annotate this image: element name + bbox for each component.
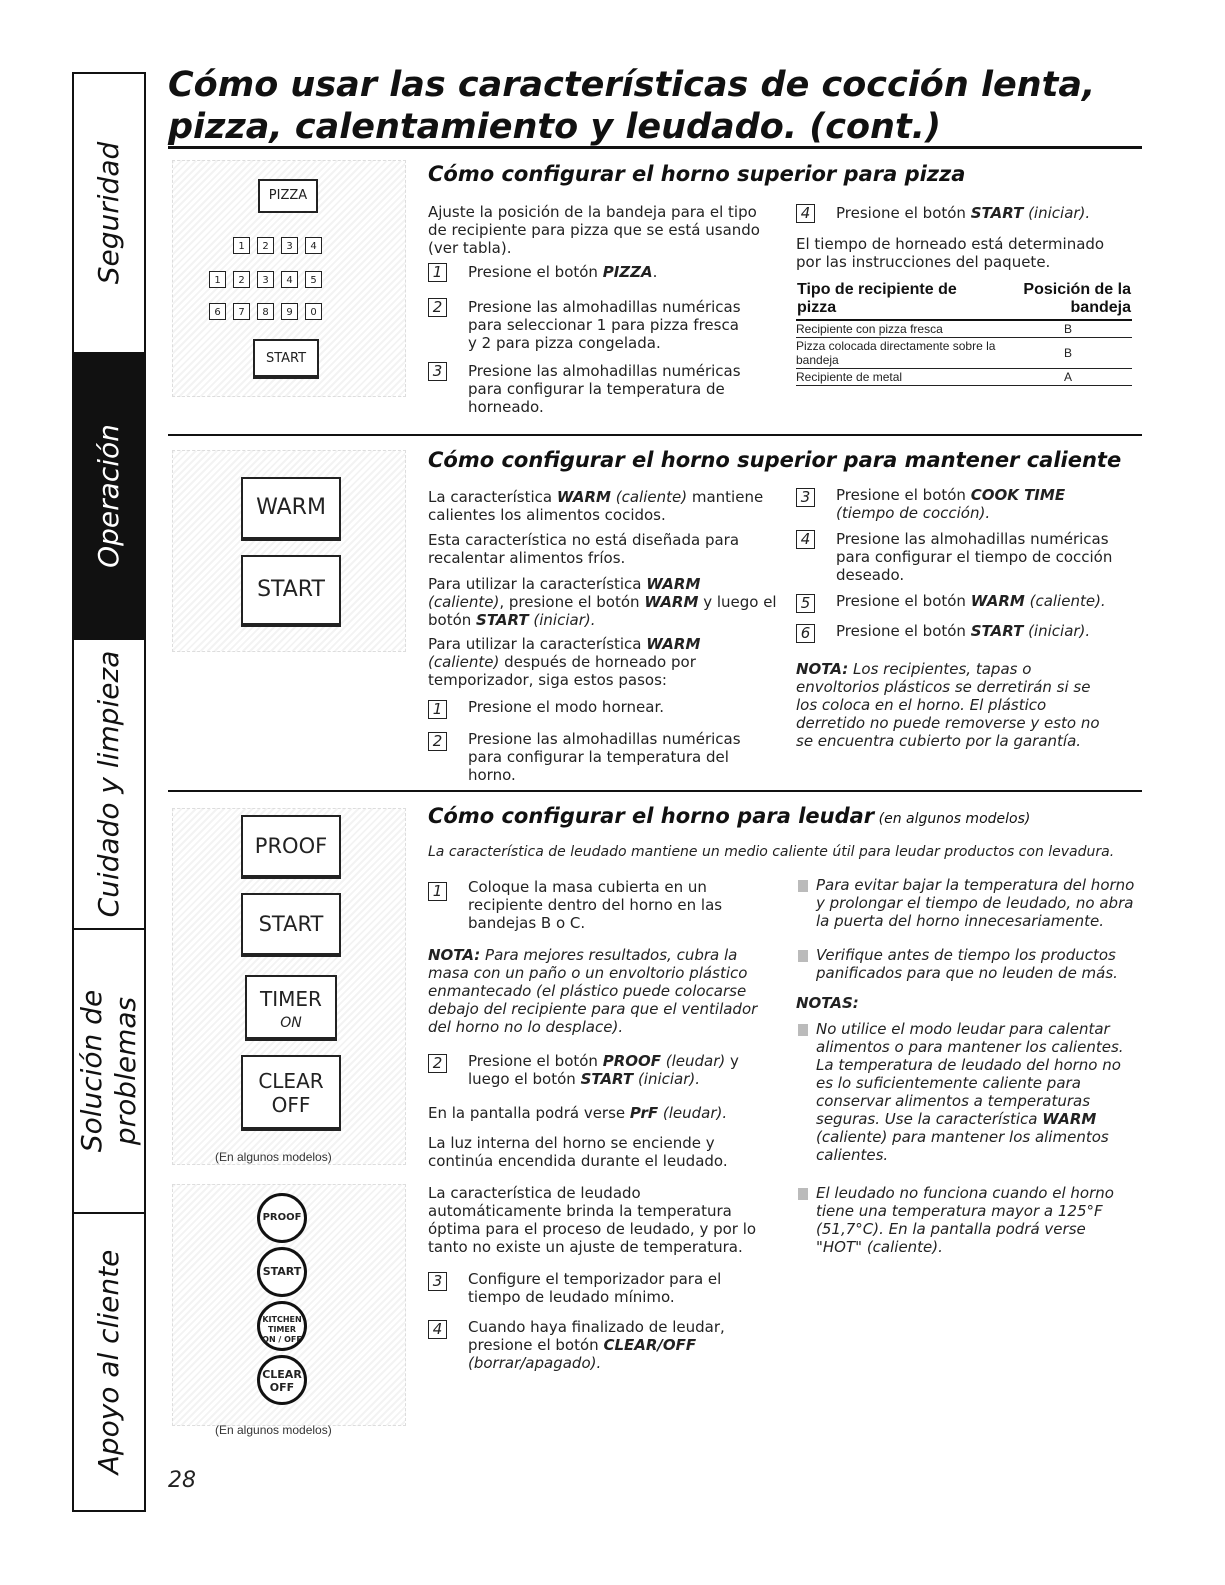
num-key: 8	[257, 303, 274, 320]
bullet-icon	[798, 1188, 808, 1200]
warm-key: WARM	[241, 477, 341, 541]
proof-subtitle: La característica de leudado mantiene un medio caliente útil para leudar productos con levadura.	[428, 844, 1115, 860]
tab-label: Operación	[92, 424, 125, 568]
clear-off-key: CLEAR OFF	[241, 1055, 341, 1131]
num-key: 4	[281, 271, 298, 288]
warm-heading: Cómo configurar el horno superior para mantener caliente	[428, 448, 1122, 472]
proof-keypad	[172, 808, 406, 1165]
tab-seguridad[interactable]	[74, 74, 144, 354]
proof-light: La luz interna del horno se enciende y continúa encendida durante el leudado.	[428, 1134, 728, 1170]
proof-step-1: Coloque la masa cubierta en un recipiente dentro del horno en las bandejas B o C.	[468, 878, 723, 932]
bullet-icon	[798, 1024, 808, 1036]
pizza-after: El tiempo de horneado está determinado por las instrucciones del paquete.	[796, 235, 1105, 271]
start-round-key: START	[257, 1247, 307, 1297]
proof-step-2: Presione el botón PROOF (leudar) y luego el botón START (iniciar).	[468, 1052, 739, 1088]
tab-cuidado[interactable]	[74, 640, 144, 930]
start-key: START	[241, 555, 341, 627]
page-number: 28	[168, 1468, 196, 1493]
table-header: Tipo de recipiente de pizza	[796, 280, 998, 320]
start-key: START	[241, 893, 341, 957]
title-line-1: Cómo usar las características de cocción lenta,	[168, 65, 1096, 105]
step-number: 6	[796, 624, 815, 643]
pizza-step-1: Presione el botón PIZZA.	[468, 263, 658, 281]
step-number: 3	[428, 1272, 447, 1291]
timer-key: TIMER ON	[245, 975, 337, 1041]
page-title	[168, 64, 1095, 148]
step-number: 5	[796, 594, 815, 613]
clear-off-round-key: CLEAR OFF	[257, 1355, 307, 1405]
table-row: Recipiente con pizza fresca B	[796, 320, 1132, 338]
step-number: 2	[428, 1054, 447, 1073]
pizza-intro: Ajuste la posición de la bandeja para el tipo de recipiente para pizza que se está usando (ver tabla).	[428, 203, 760, 257]
caption: (En algunos modelos)	[215, 1150, 332, 1164]
pizza-heading: Cómo configurar el horno superior para pizza	[428, 162, 966, 186]
warm-step-3: Presione el botón COOK TIME (tiempo de cocción).	[836, 486, 1066, 522]
step-number: 4	[796, 530, 815, 549]
table-header: Posición de la bandeja	[998, 280, 1132, 320]
title-line-2: pizza, calentamiento y leudado. (cont.)	[168, 107, 941, 147]
step-number: 1	[428, 700, 447, 719]
pizza-keypad	[172, 160, 406, 397]
warm-note: NOTA: Los recipientes, tapas o envoltorios plásticos se derretirán si se los coloca en el horno. El plástico derretido no puede removerse y esto no se encuentra cubierto por la garantía.	[796, 660, 1100, 750]
pizza-step-3: Presione las almohadillas numéricas para configurar la temperatura de horneado.	[468, 362, 741, 416]
caption: (En algunos modelos)	[215, 1423, 332, 1437]
proof-bullet-2: Verifique antes de tiempo los productos panificados para que no leuden de más.	[816, 946, 1118, 982]
tab-operacion[interactable]	[74, 354, 144, 640]
tab-label: Cuidado y limpieza	[92, 650, 125, 918]
warm-step-1: Presione el modo hornear.	[468, 698, 665, 716]
num-key: 7	[233, 303, 250, 320]
num-key: 9	[281, 303, 298, 320]
proof-auto: La característica de leudado automáticamente brinda la temperatura óptima para el proceso de leudado, y por lo tanto no existe un ajuste de temperatura.	[428, 1184, 757, 1256]
proof-display: En la pantalla podrá verse PrF (leudar).	[428, 1104, 728, 1122]
num-key: 2	[257, 237, 274, 254]
step-number: 4	[796, 204, 815, 223]
pizza-key: PIZZA	[258, 179, 318, 213]
tab-apoyo[interactable]	[74, 1214, 144, 1510]
warm-p3: Para utilizar la característica WARM (caliente), presione el botón WARM y luego el botón START (iniciar).	[428, 575, 777, 629]
section-rule	[168, 790, 1142, 792]
pizza-step-4: Presione el botón START (iniciar).	[836, 204, 1091, 222]
proof-round-key: PROOF	[257, 1193, 307, 1243]
step-number: 1	[428, 882, 447, 901]
warm-p1: La característica WARM (caliente) mantiene calientes los alimentos cocidos.	[428, 488, 764, 524]
proof-heading: Cómo configurar el horno para leudar (en algunos modelos)	[428, 804, 1031, 828]
proof-bullet-3: No utilice el modo leudar para calentar alimentos o para mantener los calientes. La temperatura de leudado del horno no es lo suficientemente caliente para conservar alimentos a temperaturas seguras. Use la característica WARM (caliente) para mantener los alimentos calientes.	[816, 1020, 1124, 1164]
step-number: 3	[796, 488, 815, 507]
step-number: 4	[428, 1320, 447, 1339]
proof-key: PROOF	[241, 815, 341, 879]
num-key: 0	[305, 303, 322, 320]
bullet-icon	[798, 950, 808, 962]
proof-step-4: Cuando haya finalizado de leudar, presione el botón CLEAR/OFF (borrar/apagado).	[468, 1318, 725, 1372]
proof-bullet-1: Para evitar bajar la temperatura del horno y prolongar el tiempo de leudado, no abra la puerta del horno innecesariamente.	[816, 876, 1135, 930]
tab-label: Seguridad	[92, 141, 125, 285]
step-number: 2	[428, 298, 447, 317]
warm-step-2: Presione las almohadillas numéricas para configurar la temperatura del horno.	[468, 730, 741, 784]
sidebar	[72, 72, 146, 1512]
warm-p2: Esta característica no está diseñada para recalentar alimentos fríos.	[428, 531, 740, 567]
table-row: Pizza colocada directamente sobre la bandeja B	[796, 338, 1132, 369]
num-key: 2	[233, 271, 250, 288]
step-number: 3	[428, 362, 447, 381]
step-number: 1	[428, 263, 447, 282]
warm-step-6: Presione el botón START (iniciar).	[836, 622, 1091, 640]
proof-step-3: Configure el temporizador para el tiempo de leudado mínimo.	[468, 1270, 722, 1306]
start-key: START	[253, 339, 319, 379]
num-key: 1	[209, 271, 226, 288]
proof-notas-label: NOTAS:	[796, 994, 859, 1012]
step-number: 2	[428, 732, 447, 751]
warm-step-4: Presione las almohadillas numéricas para configurar el tiempo de cocción deseado.	[836, 530, 1113, 584]
section-rule	[168, 434, 1142, 436]
kitchen-timer-round-key: KITCHEN TIMER ON / OFF	[257, 1301, 307, 1351]
num-key: 3	[257, 271, 274, 288]
tab-label: Solución de problemas	[75, 989, 142, 1153]
tab-solucion[interactable]	[74, 930, 144, 1214]
pizza-table	[796, 280, 1132, 386]
proof-note: NOTA: Para mejores resultados, cubra la masa con un paño o un envoltorio plástico enmantecado (el plástico puede colocarse debajo del recipiente para que el ventilador del horno no lo desplace).	[428, 946, 758, 1036]
proof-bullet-4: El leudado no funciona cuando el horno tiene una temperatura mayor a 125°F (51,7°C). En la pantalla podrá verse "HOT" (caliente).	[816, 1184, 1114, 1256]
bullet-icon	[798, 880, 808, 892]
proof-round-keypad	[172, 1184, 406, 1426]
warm-p4: Para utilizar la característica WARM (caliente) después de horneado por temporizador, siga estos pasos:	[428, 635, 701, 689]
table-row: Recipiente de metal A	[796, 369, 1132, 386]
warm-step-5: Presione el botón WARM (caliente).	[836, 592, 1106, 610]
tab-label: Apoyo al cliente	[92, 1249, 125, 1475]
pizza-step-2: Presione las almohadillas numéricas para seleccionar 1 para pizza fresca y 2 para pizza congelada.	[468, 298, 741, 352]
num-key: 4	[305, 237, 322, 254]
num-key: 6	[209, 303, 226, 320]
num-key: 3	[281, 237, 298, 254]
warm-keypad	[172, 450, 406, 652]
title-rule	[168, 146, 1142, 149]
num-key: 5	[305, 271, 322, 288]
num-key: 1	[233, 237, 250, 254]
